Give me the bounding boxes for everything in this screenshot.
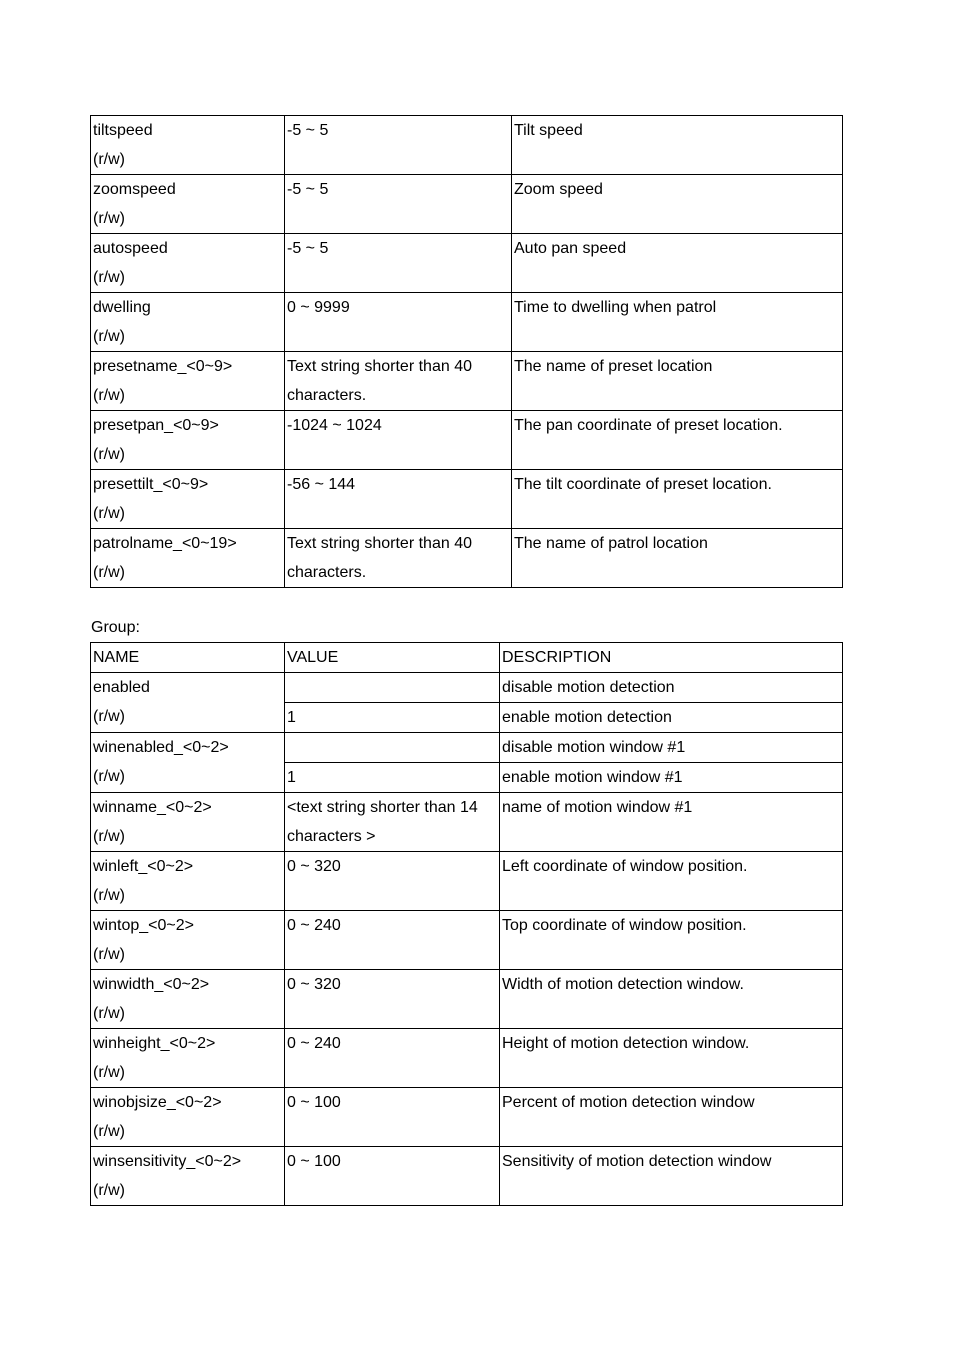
value-cell [285,175,512,234]
description-cell: The tilt coordinate of preset location. [512,470,843,529]
value-cell [285,470,512,529]
table-row [91,293,843,352]
description-cell: Height of motion detection window. [500,1029,843,1088]
value-line: characters > [287,828,376,845]
name-cell [91,116,285,175]
access-mode: (r/w) [93,768,125,785]
table-row [91,911,843,970]
value-cell [285,293,512,352]
description-cell: disable motion detection [500,673,843,703]
description-cell: Tilt speed [512,116,843,175]
parameter-name: winwidth_<0~2> [93,976,210,993]
name-cell [91,793,285,852]
parameter-name: presetname_<0~9> [93,358,233,375]
table-row [91,852,843,911]
name-cell [91,970,285,1029]
table-row [91,1147,843,1206]
name-cell [91,673,285,733]
value-line: 0 ~ 320 [287,858,341,875]
name-cell [91,733,285,793]
parameter-name: presettilt_<0~9> [93,476,209,493]
access-mode: (r/w) [93,151,125,168]
ptz-parameter-table-body [91,116,843,588]
description-cell: The name of preset location [512,352,843,411]
description-cell: enable motion detection [500,703,843,733]
value-line: 0 ~ 320 [287,976,341,993]
description-cell: Auto pan speed [512,234,843,293]
description-cell: Time to dwelling when patrol [512,293,843,352]
parameter-name: wintop_<0~2> [93,917,194,934]
description-cell: Sensitivity of motion detection window [500,1147,843,1206]
description-cell: disable motion window #1 [500,733,843,763]
parameter-name: dwelling [93,299,151,316]
description-cell: name of motion window #1 [500,793,843,852]
access-mode: (r/w) [93,708,125,725]
description-cell: Top coordinate of window position. [500,911,843,970]
parameter-name: winleft_<0~2> [93,858,194,875]
access-mode: (r/w) [93,828,125,845]
access-mode: (r/w) [93,210,125,227]
name-cell [91,352,285,411]
value-cell [285,673,500,703]
value-line: Text string shorter than 40 [287,535,472,552]
parameter-name: winname_<0~2> [93,799,212,816]
access-mode: (r/w) [93,1005,125,1022]
ptz-parameter-table [90,115,843,588]
value-line: characters. [287,564,367,581]
value-line: characters. [287,387,367,404]
value-line: -5 ~ 5 [287,181,329,198]
description-cell: The name of patrol location [512,529,843,588]
value-cell [285,733,500,763]
parameter-name: tiltspeed [93,122,153,139]
description-cell: Left coordinate of window position. [500,852,843,911]
parameter-name: autospeed [93,240,168,257]
value-line: 0 ~ 240 [287,917,341,934]
name-cell [91,175,285,234]
name-cell [91,1088,285,1147]
table-row [91,1029,843,1088]
access-mode: (r/w) [93,946,125,963]
value-cell [285,911,500,970]
value-cell [285,1147,500,1206]
table-row [91,411,843,470]
access-mode: (r/w) [93,1123,125,1140]
parameter-name: winheight_<0~2> [93,1035,216,1052]
description-cell: Percent of motion detection window [500,1088,843,1147]
parameter-name: winobjsize_<0~2> [93,1094,222,1111]
value-cell [285,234,512,293]
table-row [91,673,843,703]
name-cell [91,852,285,911]
parameter-name: presetpan_<0~9> [93,417,219,434]
value-cell: 1 [285,703,500,733]
table-row [91,234,843,293]
table-row [91,175,843,234]
value-line: -1024 ~ 1024 [287,417,382,434]
access-mode: (r/w) [93,505,125,522]
table-row [91,529,843,588]
access-mode: (r/w) [93,269,125,286]
header-row [91,643,843,673]
value-cell [285,1088,500,1147]
table-row [91,352,843,411]
value-cell [285,352,512,411]
value-cell [285,852,500,911]
value-line: 0 ~ 240 [287,1035,341,1052]
value-line: 0 ~ 100 [287,1094,341,1111]
name-cell [91,411,285,470]
motion-group-table-body [91,643,843,1206]
parameter-name: enabled [93,679,150,696]
table-row [91,733,843,763]
value-line: Text string shorter than 40 [287,358,472,375]
name-cell [91,1147,285,1206]
group-label: Group: [91,619,140,636]
value-line: -56 ~ 144 [287,476,356,493]
table-row [91,116,843,175]
value-line: <text string shorter than 14 [287,799,478,816]
name-cell [91,529,285,588]
header-value: VALUE [285,643,500,673]
description-cell: Width of motion detection window. [500,970,843,1029]
value-cell: 1 [285,763,500,793]
description-cell: enable motion window #1 [500,763,843,793]
name-cell [91,1029,285,1088]
access-mode: (r/w) [93,387,125,404]
value-line: 0 ~ 100 [287,1153,341,1170]
parameter-name: winsensitivity_<0~2> [93,1153,242,1170]
access-mode: (r/w) [93,328,125,345]
access-mode: (r/w) [93,1182,125,1199]
description-cell: The pan coordinate of preset location. [512,411,843,470]
value-cell [285,793,500,852]
access-mode: (r/w) [93,1064,125,1081]
name-cell [91,911,285,970]
table-row [91,793,843,852]
name-cell [91,234,285,293]
value-cell [285,970,500,1029]
table-row [91,470,843,529]
header-name: NAME [91,643,285,673]
value-line: -5 ~ 5 [287,240,329,257]
value-cell [285,529,512,588]
parameter-name: winenabled_<0~2> [93,739,229,756]
value-cell [285,116,512,175]
access-mode: (r/w) [93,446,125,463]
table-row [91,1088,843,1147]
access-mode: (r/w) [93,564,125,581]
parameter-name: zoomspeed [93,181,176,198]
value-cell [285,411,512,470]
name-cell [91,470,285,529]
value-line: 0 ~ 9999 [287,299,350,316]
motion-group-table [90,642,843,1206]
parameter-name: patrolname_<0~19> [93,535,237,552]
value-cell [285,1029,500,1088]
header-description: DESCRIPTION [500,643,843,673]
access-mode: (r/w) [93,887,125,904]
name-cell [91,293,285,352]
value-line: -5 ~ 5 [287,122,329,139]
table-row [91,970,843,1029]
description-cell: Zoom speed [512,175,843,234]
